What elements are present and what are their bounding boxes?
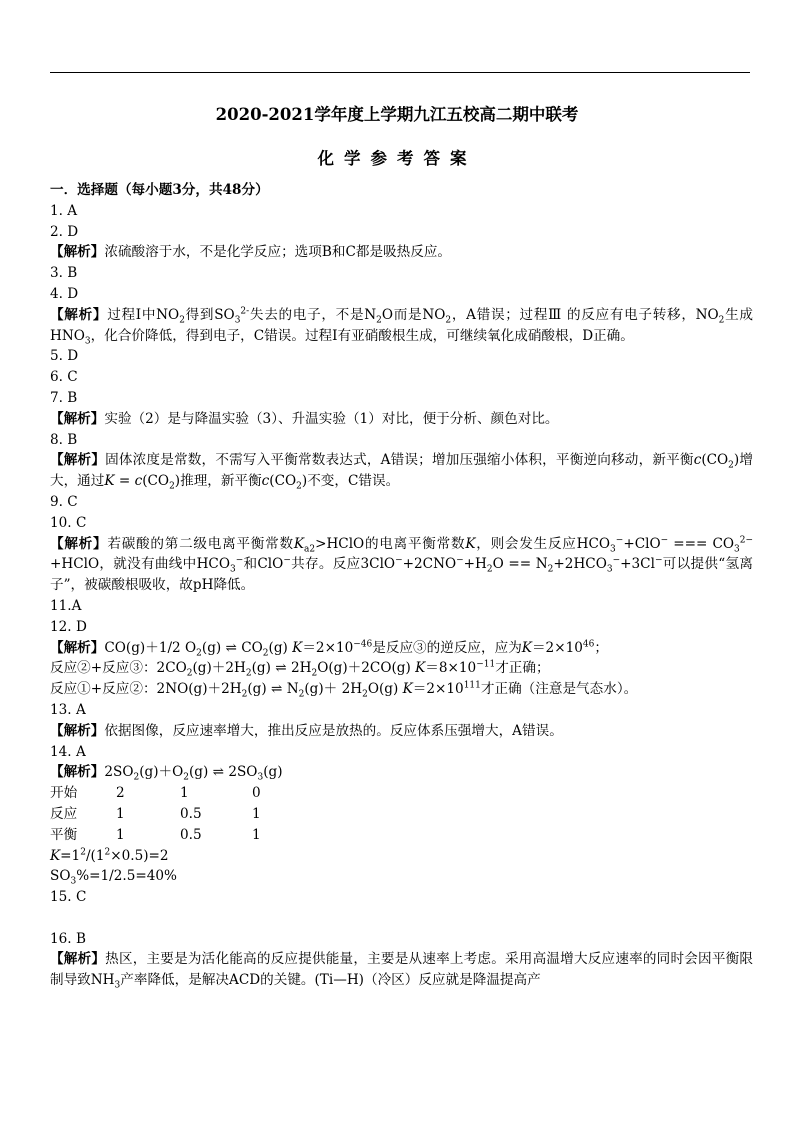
superscript: 2- bbox=[240, 306, 250, 317]
text-run: ×0.5)=2 bbox=[110, 847, 169, 864]
subscript: 2 bbox=[718, 315, 725, 326]
subscript: 2 bbox=[262, 648, 269, 659]
text-run: (g) bbox=[268, 639, 293, 656]
text-run: ，化合价降低，得到电子，C错误。过程Ⅰ有亚硝酸根生成，可继续氧化成硝酸根，D正确。 bbox=[90, 327, 634, 344]
variable-k: K bbox=[292, 639, 303, 656]
explanation-label: 【解析】 bbox=[50, 452, 106, 469]
superscript: − bbox=[612, 555, 621, 566]
variable-c: c bbox=[134, 473, 143, 490]
text-run: ) bbox=[301, 473, 308, 490]
explanation-label: 【解析】 bbox=[50, 535, 108, 552]
superscript: −11 bbox=[476, 659, 496, 670]
variable-k: K bbox=[50, 847, 61, 864]
subscript: 2 bbox=[445, 315, 452, 326]
text-run: (g)＋O bbox=[139, 764, 184, 781]
subscript: 3 bbox=[70, 877, 77, 888]
page-title: 2020-2021学年度上学期九江五校高二期中联考 bbox=[215, 105, 579, 124]
text-run: (CO bbox=[142, 473, 170, 490]
variable-k: K bbox=[402, 681, 413, 698]
subscript: 2 bbox=[196, 648, 202, 659]
table-cell: 1 bbox=[116, 826, 125, 843]
text-run: 若碳酸的第二级电离平衡常数 bbox=[107, 535, 294, 552]
text-run: +3Cl bbox=[620, 556, 655, 573]
explanation-14-equation bbox=[50, 762, 753, 783]
text-run: 才正确（注意是气态水）。 bbox=[480, 681, 638, 698]
subscript: 2 bbox=[169, 481, 175, 492]
subscript: 3 bbox=[610, 544, 616, 555]
explanation-label: 【解析】 bbox=[50, 306, 108, 323]
answer-5: 5. D bbox=[50, 348, 79, 365]
variable-c: c bbox=[261, 473, 270, 490]
superscript: − bbox=[456, 555, 464, 566]
text-run: SO bbox=[50, 868, 71, 885]
explanation-2 bbox=[50, 242, 753, 263]
explanation-label: 【解析】 bbox=[50, 244, 105, 261]
blank-line bbox=[50, 908, 753, 929]
text-run: 产率降低，是解决ACD的关键。(Ti—H)（冷区）反应就是降温提高产 bbox=[120, 972, 541, 989]
subscript: 2 bbox=[376, 315, 382, 326]
subscript: 3 bbox=[234, 315, 241, 326]
superscript: − bbox=[660, 535, 669, 546]
explanation-8 bbox=[50, 450, 753, 492]
subscript: 2 bbox=[486, 565, 493, 576]
subscript: 2 bbox=[245, 669, 252, 680]
text-run: (g) bbox=[263, 764, 283, 781]
text-run: 反应①+反应②：2NO(g)＋2H bbox=[50, 681, 242, 698]
text-run: 才正确； bbox=[495, 660, 550, 677]
text-run: (g) ⇌ 2SO bbox=[189, 764, 258, 781]
subscript: 3 bbox=[114, 981, 121, 991]
answer-4: 4. D bbox=[50, 285, 79, 302]
superscript: 2 bbox=[80, 846, 86, 857]
answer-6: 6. C bbox=[50, 369, 78, 386]
subscript: 2 bbox=[183, 773, 189, 784]
text-run: 生成HNO bbox=[50, 306, 753, 344]
answer-3: 3. B bbox=[50, 265, 78, 282]
text-run: 热区，主要是为活化能高的反应提供能量，主要是从速率上考虑。采用高温增大反应速率的同时会因平衡限制导致NH bbox=[50, 951, 754, 989]
text-run: 2SO bbox=[104, 764, 134, 781]
subscript: 3 bbox=[229, 565, 236, 576]
superscript: −46 bbox=[353, 639, 373, 649]
explanation-12-line2 bbox=[50, 658, 753, 679]
superscript: 46 bbox=[582, 639, 595, 649]
text-run: 不变，C错误。 bbox=[307, 473, 400, 490]
explanation-4 bbox=[50, 305, 753, 347]
explanation-text: 依据图像，反应速率增大，推出反应是放热的。反应体系压强增大，A错误。 bbox=[104, 722, 563, 739]
text-run: +ClO bbox=[623, 535, 661, 552]
text-run: +H bbox=[463, 556, 487, 573]
text-run: 推理，新平衡 bbox=[180, 473, 262, 490]
superscript: 2− bbox=[739, 535, 754, 546]
table-cell: 0.5 bbox=[180, 826, 202, 843]
subscript: 3 bbox=[734, 544, 740, 555]
answer-1: 1. A bbox=[50, 202, 78, 219]
subscript: 2 bbox=[179, 315, 185, 326]
table-cell: 1 bbox=[252, 826, 261, 843]
explanation-text: 浓硫酸溶于水，不是化学反应；选项B和C都是吸热反应。 bbox=[104, 244, 452, 261]
subscript: 2 bbox=[133, 773, 140, 784]
subscript: 2 bbox=[296, 481, 302, 492]
explanation-text: 实验（2）是与降温实验（3）、升温实验（1）对比，便于分析、颜色对比。 bbox=[104, 410, 559, 427]
answer-11: 11.A bbox=[50, 597, 82, 614]
answer-14: 14. A bbox=[50, 743, 86, 760]
superscript: 2 bbox=[104, 846, 111, 857]
explanation-label: 【解析】 bbox=[50, 639, 105, 656]
explanation-13 bbox=[50, 721, 753, 742]
subscript: 3 bbox=[84, 336, 91, 347]
text-run: 和ClO bbox=[243, 556, 284, 573]
text-run: O == N bbox=[492, 556, 548, 573]
subscript: 2 bbox=[362, 689, 368, 700]
table-row bbox=[50, 804, 753, 825]
text-run: (CO bbox=[269, 473, 297, 490]
text-run: 可以提供“氢离子”，被碳酸根吸收，故pH降低。 bbox=[50, 556, 753, 594]
explanation-7 bbox=[50, 409, 753, 430]
superscript: − bbox=[654, 555, 663, 566]
text-run: ) bbox=[174, 473, 181, 490]
answer-10: 10. C bbox=[50, 514, 87, 531]
text-run: 共存。反应3ClO bbox=[290, 556, 396, 573]
explanation-label: 【解析】 bbox=[50, 764, 105, 781]
answer-15: 15. C bbox=[50, 889, 87, 906]
answer-13: 13. A bbox=[50, 701, 86, 718]
table-cell: 2 bbox=[116, 785, 125, 802]
text-run: %=1/2.5=40% bbox=[76, 868, 177, 885]
explanation-label: 【解析】 bbox=[50, 951, 106, 968]
text-run: (CO bbox=[701, 452, 729, 469]
text-run: (g) ⇌ 2H bbox=[251, 660, 312, 677]
variable-k: K bbox=[521, 639, 532, 656]
subscript: 2 bbox=[298, 689, 305, 700]
text-run: (g)＋2H bbox=[192, 660, 246, 677]
subscript: 2 bbox=[728, 461, 734, 472]
section-heading: 一．选择题（每小题3分，共48分） bbox=[50, 182, 269, 198]
text-run: =1 bbox=[60, 847, 81, 864]
k-calculation bbox=[50, 846, 753, 867]
table-cell: 0 bbox=[252, 785, 261, 802]
superscript: − bbox=[283, 555, 291, 566]
subscript: 2 bbox=[311, 669, 318, 680]
text-run: 增大，通过 bbox=[50, 452, 753, 490]
superscript: − bbox=[615, 535, 624, 546]
text-run: (g) ⇌ CO bbox=[201, 639, 263, 656]
text-run: (g)＋ 2H bbox=[304, 681, 363, 698]
subscript: a2 bbox=[303, 544, 316, 555]
top-rule bbox=[50, 72, 750, 73]
so3-calculation bbox=[50, 866, 753, 887]
text-run: O(g) bbox=[367, 681, 403, 698]
variable-k: K bbox=[465, 535, 476, 552]
text-run: CO(g)＋1/2 O bbox=[104, 639, 197, 656]
text-run: (g) ⇌ N bbox=[247, 681, 299, 698]
variable-k: K bbox=[415, 660, 426, 677]
text-run: /(1 bbox=[85, 847, 105, 864]
answer-8: 8. B bbox=[50, 431, 78, 448]
text-run: ＝2×10 bbox=[302, 639, 354, 656]
subscript: 3 bbox=[606, 565, 613, 576]
text-run: 过程Ⅰ中NO bbox=[107, 306, 180, 323]
text-run: >HClO的电离平衡常数 bbox=[315, 535, 466, 552]
variable-c: c bbox=[693, 452, 702, 469]
page-subtitle: 化学参考答案 bbox=[317, 149, 477, 168]
superscript: − bbox=[395, 555, 403, 566]
text-run: ＝2×10 bbox=[531, 639, 583, 656]
subscript: 2 bbox=[186, 669, 193, 680]
subscript: 2 bbox=[547, 565, 554, 576]
table-row bbox=[50, 783, 753, 804]
subscript: 3 bbox=[257, 773, 264, 784]
text-run: 反应②+反应③：2CO bbox=[50, 660, 187, 677]
subscript: 2 bbox=[241, 689, 248, 700]
text-run: ) bbox=[733, 452, 740, 469]
answer-12: 12. D bbox=[50, 618, 87, 635]
superscript: − bbox=[235, 555, 244, 566]
explanation-12-line3 bbox=[50, 679, 753, 700]
explanation-16 bbox=[50, 949, 753, 991]
text-run: ； bbox=[594, 639, 608, 656]
text-run: ＝8×10 bbox=[425, 660, 477, 677]
table-row bbox=[50, 825, 753, 846]
explanation-label: 【解析】 bbox=[50, 410, 105, 427]
text-run: +2CNO bbox=[402, 556, 457, 573]
explanation-label: 【解析】 bbox=[50, 722, 105, 739]
table-cell: 开始 bbox=[50, 785, 78, 802]
table-cell: 反应 bbox=[50, 805, 78, 822]
table-cell: 1 bbox=[116, 805, 125, 822]
superscript: 111 bbox=[463, 680, 481, 691]
table-cell: 平衡 bbox=[50, 826, 78, 843]
text-run: O而是NO bbox=[381, 306, 446, 323]
table-cell: 1 bbox=[180, 785, 189, 802]
answer-2: 2. D bbox=[50, 223, 79, 240]
text-run: 固体浓度是常数，不需写入平衡常数表达式，A错误；增加压强缩小体积，平衡逆向移动，新平衡 bbox=[105, 452, 694, 469]
answer-16: 16. B bbox=[50, 930, 86, 947]
variable-k: K bbox=[104, 473, 115, 490]
table-cell: 0.5 bbox=[180, 805, 202, 822]
answer-7: 7. B bbox=[50, 389, 78, 406]
variable-k: K bbox=[293, 535, 304, 552]
text-run: === CO bbox=[668, 535, 735, 552]
text-run: = bbox=[114, 473, 135, 490]
explanation-10 bbox=[50, 534, 753, 596]
text-run: +HClO，就没有曲线中HCO bbox=[50, 556, 230, 573]
text-run: +2HCO bbox=[553, 556, 607, 573]
text-run: 失去的电子，不是N bbox=[249, 306, 377, 323]
text-run: ，A错误；过程Ⅲ 的反应有电子转移，NO bbox=[451, 306, 719, 323]
explanation-12-line1 bbox=[50, 638, 753, 659]
table-cell: 1 bbox=[252, 805, 261, 822]
text-run: 得到SO bbox=[184, 306, 235, 323]
text-run: O(g)＋2CO(g) bbox=[317, 660, 416, 677]
text-run: ，则会发生反应HCO bbox=[475, 535, 611, 552]
text-run: 是反应③的逆反应，应为 bbox=[372, 639, 522, 656]
answer-content bbox=[50, 180, 753, 991]
answer-9: 9. C bbox=[50, 493, 78, 510]
text-run: ＝2×10 bbox=[412, 681, 464, 698]
